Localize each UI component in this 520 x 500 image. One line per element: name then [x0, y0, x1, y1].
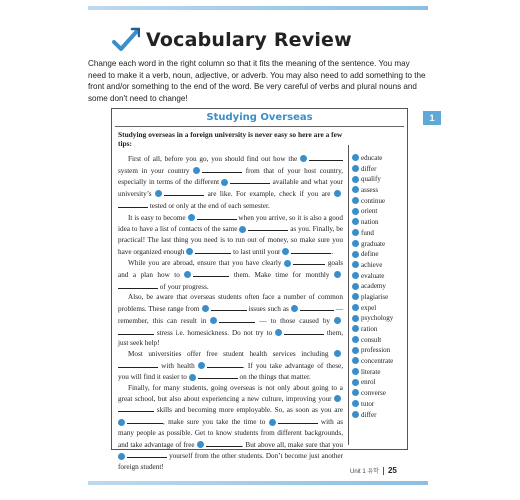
blank-number-marker: [197, 441, 204, 448]
answer-blank[interactable]: [206, 439, 242, 447]
blank-number-marker: [155, 190, 162, 197]
word-number-marker: [352, 304, 359, 311]
blank-number-marker: [269, 419, 276, 426]
blank-number-marker: [334, 350, 341, 357]
passage-text: .: [331, 247, 334, 256]
word-list-item: [352, 239, 407, 250]
blank-number-marker: [282, 248, 289, 255]
word-number-marker: [352, 261, 359, 268]
answer-blank[interactable]: [118, 281, 158, 289]
passage-text: . But above all, make sure that you: [241, 440, 343, 449]
column-divider: [348, 145, 349, 445]
answer-blank[interactable]: [127, 416, 163, 424]
answer-blank[interactable]: [118, 327, 154, 335]
word-list-item: [352, 217, 407, 228]
passage-text: when you arrive, so it is also a good idea to have a list of contacts of the same: [118, 213, 343, 234]
word-number-marker: [352, 218, 359, 225]
blank-number-marker: [334, 317, 341, 324]
passage-text: yourself from the other students. Don’t become just another foreign student!: [118, 452, 343, 471]
blank-number-marker: [291, 305, 298, 312]
word-list-word: converse: [361, 389, 386, 398]
word-number-marker: [352, 251, 359, 258]
page-title: Vocabulary Review: [146, 29, 352, 51]
word-number-marker: [352, 368, 359, 375]
answer-blank[interactable]: [309, 153, 343, 161]
word-list-word: continue: [361, 196, 386, 205]
word-list-word: educate: [361, 154, 383, 162]
word-list-item: [352, 399, 407, 410]
word-number-marker: [352, 283, 359, 290]
word-list-word: fund: [361, 228, 374, 237]
answer-blank[interactable]: [164, 188, 204, 196]
word-list-item: [352, 335, 407, 346]
section-header: [112, 26, 352, 54]
word-list-word: literate: [361, 367, 381, 376]
answer-blank[interactable]: [193, 269, 229, 277]
passage-text: from that of your host country, especially in terms of the different: [118, 166, 343, 187]
footer-unit-label: Unit 1 유학: [350, 469, 379, 475]
word-list-item: [352, 292, 407, 303]
blank-number-marker: [198, 362, 205, 369]
word-list-word: achieve: [361, 260, 383, 269]
blank-number-marker: [210, 317, 217, 324]
answer-blank[interactable]: [197, 212, 237, 220]
word-number-marker: [352, 208, 359, 215]
word-number-marker: [352, 154, 359, 161]
word-list-word: plagiarise: [361, 292, 389, 301]
answer-blank[interactable]: [198, 371, 238, 379]
blank-number-marker: [275, 329, 282, 336]
word-list-item: [352, 206, 407, 217]
check-arrow-icon: [112, 26, 140, 54]
answer-blank[interactable]: [300, 303, 334, 311]
unit-tab: 1: [423, 111, 441, 125]
word-list-item: [352, 388, 407, 399]
passage-paragraph: [118, 153, 343, 212]
passage-text: available and what your university’s: [118, 178, 343, 199]
word-number-marker: [352, 229, 359, 236]
word-list-word: enrol: [361, 378, 376, 387]
page-number: 25: [387, 466, 397, 475]
answer-blank[interactable]: [248, 223, 288, 231]
word-list-word: tutor: [361, 399, 375, 408]
passage-text: on the things that matter.: [237, 373, 311, 382]
blank-number-marker: [186, 248, 193, 255]
word-list-word: consult: [361, 335, 382, 344]
passage-paragraph: [118, 349, 343, 383]
passage-text: , make sure you take the time to: [163, 418, 269, 427]
word-number-marker: [352, 336, 359, 343]
top-decor-bar: [88, 6, 428, 10]
passage-text: First of all, before you go, you should find out how the: [128, 155, 300, 163]
blank-number-marker: [334, 190, 341, 197]
word-number-marker: [352, 347, 359, 354]
word-list-word: academy: [361, 282, 386, 291]
word-list-item: [352, 164, 407, 175]
word-number-marker: [352, 325, 359, 332]
passage-text: are like. For example, check if you are: [204, 190, 334, 199]
word-list-item: [352, 174, 407, 185]
word-list-item: [352, 228, 407, 239]
word-list-item: [352, 324, 407, 335]
word-list-item: [352, 196, 407, 207]
word-list-item: [352, 313, 407, 324]
footer-divider: [383, 467, 384, 475]
answer-blank[interactable]: [118, 200, 148, 208]
passage-text: — remember, this can result in: [118, 305, 344, 325]
blank-number-marker: [202, 305, 209, 312]
blank-number-marker: [184, 271, 191, 278]
passage-text: stress i.e. homesickness. Do not try to: [154, 328, 275, 337]
answer-blank[interactable]: [230, 176, 270, 184]
passage-text: with as many people as possible. Get to know students from different backgrounds, and take advantage of free: [118, 418, 343, 449]
word-number-marker: [352, 186, 359, 193]
word-number-marker: [352, 315, 359, 322]
word-number-marker: [352, 411, 359, 418]
word-number-marker: [352, 272, 359, 279]
word-list-item: [352, 410, 407, 421]
word-list-word: nation: [361, 218, 379, 227]
blank-number-marker: [118, 453, 125, 460]
answer-blank[interactable]: [202, 165, 242, 173]
word-list-item: [352, 271, 407, 282]
word-number-marker: [352, 389, 359, 396]
passage-text: with health: [158, 361, 198, 370]
passage-text: Finally, for many students, going overseas is not only about going to a great school, but also about experiencing a new culture, improving your: [118, 384, 343, 403]
word-list-word: expel: [361, 303, 377, 312]
blank-number-marker: [193, 167, 200, 174]
instructions-text: Change each word in the right column so that it fits the meaning of the sentence. You may need to make it a verb, noun, adjective, or adverb. You may also need to add something to the front and/or something to the end of the word. Be very careful of verbs and plural nouns and some don't need to change!: [88, 59, 426, 103]
word-list: [352, 153, 407, 420]
passage-text: system in your country: [118, 166, 194, 175]
passage-paragraph: [118, 292, 343, 349]
answer-blank[interactable]: [293, 257, 325, 265]
passage-text: issues such as: [246, 305, 291, 314]
page-footer: [350, 466, 397, 475]
word-list-item: [352, 367, 407, 378]
word-list-item: [352, 345, 407, 356]
word-number-marker: [352, 165, 359, 172]
passage-text: of your progress.: [158, 282, 209, 291]
blank-number-marker: [189, 374, 196, 381]
exercise-title: Studying Overseas: [206, 112, 313, 123]
passage-text: Most universities offer free student health services including: [128, 349, 334, 358]
word-list-word: differ: [361, 164, 377, 173]
answer-blank[interactable]: [219, 315, 255, 323]
blank-number-marker: [300, 155, 307, 162]
bottom-decor-bar: [88, 481, 428, 485]
passage-text: them. Make time for monthly: [229, 271, 334, 280]
passage-paragraph: [118, 383, 343, 473]
word-list-item: [352, 281, 407, 292]
answer-blank[interactable]: [278, 416, 318, 424]
word-number-marker: [352, 176, 359, 183]
word-number-marker: [352, 357, 359, 364]
blank-number-marker: [118, 419, 125, 426]
word-list-word: psychology: [361, 314, 394, 323]
word-list-word: orient: [361, 207, 378, 216]
word-list-word: define: [361, 250, 379, 259]
passage-text: goals and a plan how to: [118, 259, 344, 280]
word-list-word: qualify: [361, 175, 381, 184]
title-divider: [115, 126, 404, 127]
passage-text: It is easy to become: [128, 213, 188, 222]
answer-blank[interactable]: [127, 450, 167, 458]
blank-number-marker: [239, 226, 246, 233]
word-list-item: [352, 377, 407, 388]
word-list-word: evaluate: [361, 271, 385, 280]
passage-text: Also, be aware that overseas students often face a number of common problems. These range from: [118, 293, 343, 314]
passage-text: — to those caused by: [255, 316, 335, 325]
word-list-item: [352, 153, 407, 164]
answer-blank[interactable]: [207, 360, 243, 368]
answer-blank[interactable]: [284, 327, 324, 335]
word-number-marker: [352, 293, 359, 300]
word-list-word: profession: [361, 346, 391, 355]
word-list-item: [352, 249, 407, 260]
passage-text: skills and becoming more employable. So, as soon as you are: [154, 406, 343, 415]
answer-blank[interactable]: [195, 246, 231, 254]
blank-number-marker: [188, 214, 195, 221]
blank-number-marker: [334, 271, 341, 278]
reading-passage: [118, 153, 343, 473]
blank-number-marker: [284, 260, 291, 267]
passage-text: to last until your: [231, 247, 283, 256]
passage-paragraph: [118, 212, 343, 258]
answer-blank[interactable]: [291, 246, 334, 256]
word-list-item: [352, 303, 407, 314]
blank-number-marker: [334, 395, 341, 402]
word-list-word: differ: [361, 410, 377, 419]
passage-text: . If you take advantage of these, you will find it easier to: [118, 361, 343, 382]
word-number-marker: [352, 197, 359, 204]
word-list-word: assess: [361, 186, 379, 195]
answer-blank[interactable]: [118, 360, 158, 368]
word-number-marker: [352, 379, 359, 386]
word-list-item: [352, 185, 407, 196]
tip-heading: Studying overseas in a foreign university is never easy so here are a few tips:: [118, 130, 343, 149]
word-list-item: [352, 356, 407, 367]
word-number-marker: [352, 400, 359, 407]
word-list-word: ration: [361, 325, 378, 333]
word-list-item: [352, 260, 407, 271]
passage-text: While you are abroad, ensure that you have clearly: [128, 259, 285, 268]
answer-blank[interactable]: [118, 404, 154, 412]
blank-number-marker: [221, 179, 228, 186]
passage-paragraph: [118, 257, 343, 292]
passage-text: as you. Finally, be practical! The last thing you need is to run out of money, so make sure you have organized enough: [118, 225, 344, 256]
passage-text: tested or only at the end of each semester.: [148, 201, 270, 210]
answer-blank[interactable]: [211, 303, 247, 311]
word-list-word: concentrate: [361, 357, 394, 366]
word-list-word: graduate: [361, 239, 386, 248]
passage-text: them, just seek help!: [118, 328, 343, 348]
word-number-marker: [352, 240, 359, 247]
